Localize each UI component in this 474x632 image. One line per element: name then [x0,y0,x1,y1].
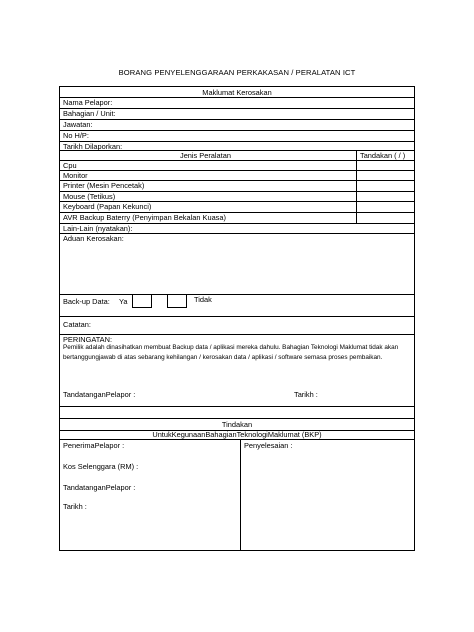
field-reporter-name[interactable]: Nama Pelapor: [60,97,414,109]
notes-area[interactable]: Catatan: [60,316,414,335]
bkp-date-label: Tarikh : [63,502,87,511]
backup-yes-label: Ya [119,297,128,306]
equipment-type-header: Jenis Peralatan [180,151,231,160]
field-report-date[interactable]: Tarikh Dilaporkan: [60,141,414,151]
receiver-label: PenerimaPelapor : [63,441,125,450]
resolution-label: Penyelesaian : [244,441,293,450]
equipment-row-avr[interactable]: AVR Backup Baterry (Penyimpan Bekalan Kuasa) [60,212,414,224]
action-subtitle-row: UntukKegunaanBahagianTeknologiMaklumat (BKP) [60,429,414,440]
bkp-left-panel [60,439,240,551]
bkp-divider [240,439,241,551]
action-title-row: Tindakan [60,418,414,431]
warning-section [60,334,414,407]
field-phone[interactable]: No H/P: [60,130,414,142]
equipment-row-keyboard[interactable]: Keyboard (Papan Kekunci) [60,201,414,213]
bkp-signature-label: TandatanganPelapor : [63,483,136,492]
maintenance-cost-label: Kos Selenggara (RM) : [63,462,139,471]
field-department[interactable]: Bahagian / Unit: [60,108,414,120]
equipment-row-monitor[interactable]: Monitor [60,170,414,181]
field-position[interactable]: Jawatan: [60,119,414,131]
tick-column-divider [356,150,357,223]
backup-label: Back-up Data: [63,297,110,306]
equipment-row-printer[interactable]: Printer (Mesin Pencetak) [60,180,414,192]
backup-yes-checkbox[interactable] [132,294,152,308]
form-table [59,86,415,551]
equipment-row-cpu[interactable]: Cpu [60,160,414,171]
equipment-row-others[interactable]: Lain-Lain (nyatakan): [60,223,414,234]
reporter-signature-label: TandatanganPelapor : [63,390,136,399]
warning-title: PERINGATAN: [63,335,113,344]
backup-no-label: Tidak [194,295,212,304]
backup-row [60,294,414,317]
form-title: BORANG PENYELENGGARAAN PERKAKASAN / PERALATAN ICT [118,68,356,77]
reporter-date-label: Tarikh : [294,390,318,399]
report-section-header: Maklumat Kerosakan [60,87,414,98]
damage-complaint-area[interactable]: Aduan Kerosakan: [60,233,414,295]
equipment-row-mouse[interactable]: Mouse (Tetikus) [60,191,414,202]
backup-no-checkbox[interactable] [167,294,187,308]
tick-header: Tandakan ( / ) [360,151,406,160]
warning-text: Pemilik adalah dinasihatkan membuat Backup data / aplikasi mereka dahulu. Bahagian Teknologi Maklumat tidak akan bertanggungjawab di atas sebarang kehilangan / kerosakan data / aplikasi / software semasa proses pembaikan. [63,344,399,361]
